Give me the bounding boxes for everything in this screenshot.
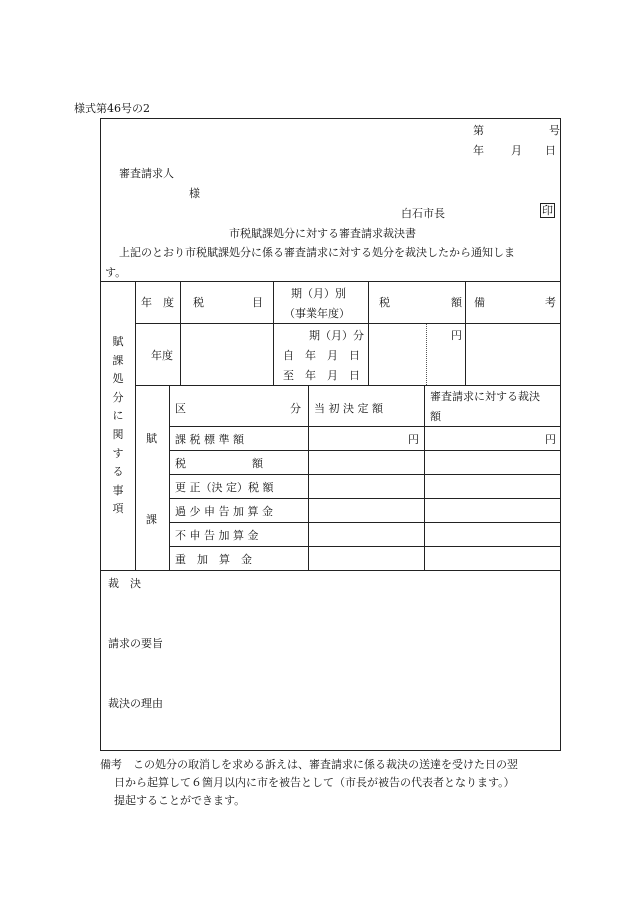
divider xyxy=(169,385,170,570)
row-ki-bun: 期（月）分 xyxy=(309,329,364,342)
date-month: 月 xyxy=(511,144,522,157)
kubun-bun: 分 xyxy=(290,402,301,415)
header-initial-amount: 当 初 決 定 額 xyxy=(314,402,383,415)
issuer-name: 白石市長 xyxy=(401,207,445,220)
seal-mark: 印 xyxy=(542,204,553,217)
date-day: 日 xyxy=(545,144,556,157)
divider xyxy=(465,281,466,385)
header-bi: 備 xyxy=(474,296,485,309)
header-nendo: 年 度 xyxy=(141,296,174,309)
header-moku: 目 xyxy=(252,296,263,309)
header-gaku: 額 xyxy=(451,296,462,309)
header-zei2: 税 xyxy=(379,296,390,309)
divider xyxy=(135,281,136,570)
header-decision-amount-2: 額 xyxy=(430,410,441,423)
row-nendo: 年度 xyxy=(151,349,173,362)
remarks-line3: 提起することができます。 xyxy=(114,794,246,807)
divider xyxy=(368,281,369,385)
decision-reason-label: 裁決の理由 xyxy=(108,697,163,710)
header-kibetsu-1: 期（月）別 xyxy=(291,287,346,300)
row-label: 更 正（決 定）税 額 xyxy=(175,481,274,494)
row-initial-yen: 円 xyxy=(408,433,419,446)
divider xyxy=(273,281,274,385)
row-label: 不 申 告 加 算 金 xyxy=(175,529,259,542)
row-label: 課 税 標 準 額 xyxy=(175,433,244,446)
header-kibetsu-2: （事業年度） xyxy=(284,307,350,320)
decision-label: 裁 決 xyxy=(108,577,141,590)
divider xyxy=(169,426,560,427)
divider xyxy=(180,281,181,385)
header-zei: 税 xyxy=(193,296,204,309)
divider xyxy=(424,385,425,570)
header-decision-amount-1: 審査請求に対する裁決 xyxy=(430,390,540,403)
divider xyxy=(169,498,560,499)
row-label: 過 少 申 告 加 算 金 xyxy=(175,505,273,518)
number-dai: 第 xyxy=(473,124,484,137)
divider xyxy=(101,570,560,571)
divider xyxy=(135,385,560,386)
divider xyxy=(169,450,560,451)
fuka-label-2: 課 xyxy=(146,513,157,526)
row-to-date: 至 年 月 日 xyxy=(283,369,360,382)
body-text-line2: す。 xyxy=(105,266,127,279)
form-number: 様式第46号の2 xyxy=(74,102,150,115)
divider xyxy=(169,474,560,475)
body-text-line1: 上記のとおり市税賦課処分に係る審査請求に対する処分を裁決したから通知しま xyxy=(119,246,515,259)
divider xyxy=(101,281,560,282)
divider xyxy=(308,385,309,570)
row-decision-yen: 円 xyxy=(545,433,556,446)
date-year: 年 xyxy=(473,144,484,157)
request-summary-label: 請求の要旨 xyxy=(108,637,163,650)
row-from-date: 自 年 月 日 xyxy=(283,349,360,362)
remarks-line2: 日から起算して６箇月以内に市を被告として（市長が被告の代表者となります。） xyxy=(114,776,515,789)
divider xyxy=(135,323,560,324)
dotted-divider xyxy=(426,323,427,385)
requester-label: 審査請求人 xyxy=(119,167,174,180)
divider xyxy=(169,522,560,523)
row-label: 税 額 xyxy=(175,457,263,470)
number-go: 号 xyxy=(549,124,560,137)
divider xyxy=(169,546,560,547)
kubun-ku: 区 xyxy=(175,402,186,415)
document-title: 市税賦課処分に対する審査請求裁決書 xyxy=(229,227,416,240)
side-label-vertical: 賦 課 処 分 に 関 す る 事 項 xyxy=(112,335,124,516)
remarks xyxy=(100,756,518,810)
decision-form xyxy=(100,118,561,751)
header-ko: 考 xyxy=(545,296,556,309)
row-label: 重 加 算 金 xyxy=(175,553,252,566)
requester-sama: 様 xyxy=(189,187,200,200)
row-yen: 円 xyxy=(451,329,462,342)
remarks-line1: 備考 この処分の取消しを求める訴えは、審査請求に係る裁決の送達を受けた日の翌 xyxy=(100,758,518,771)
fuka-label-1: 賦 xyxy=(146,432,157,445)
